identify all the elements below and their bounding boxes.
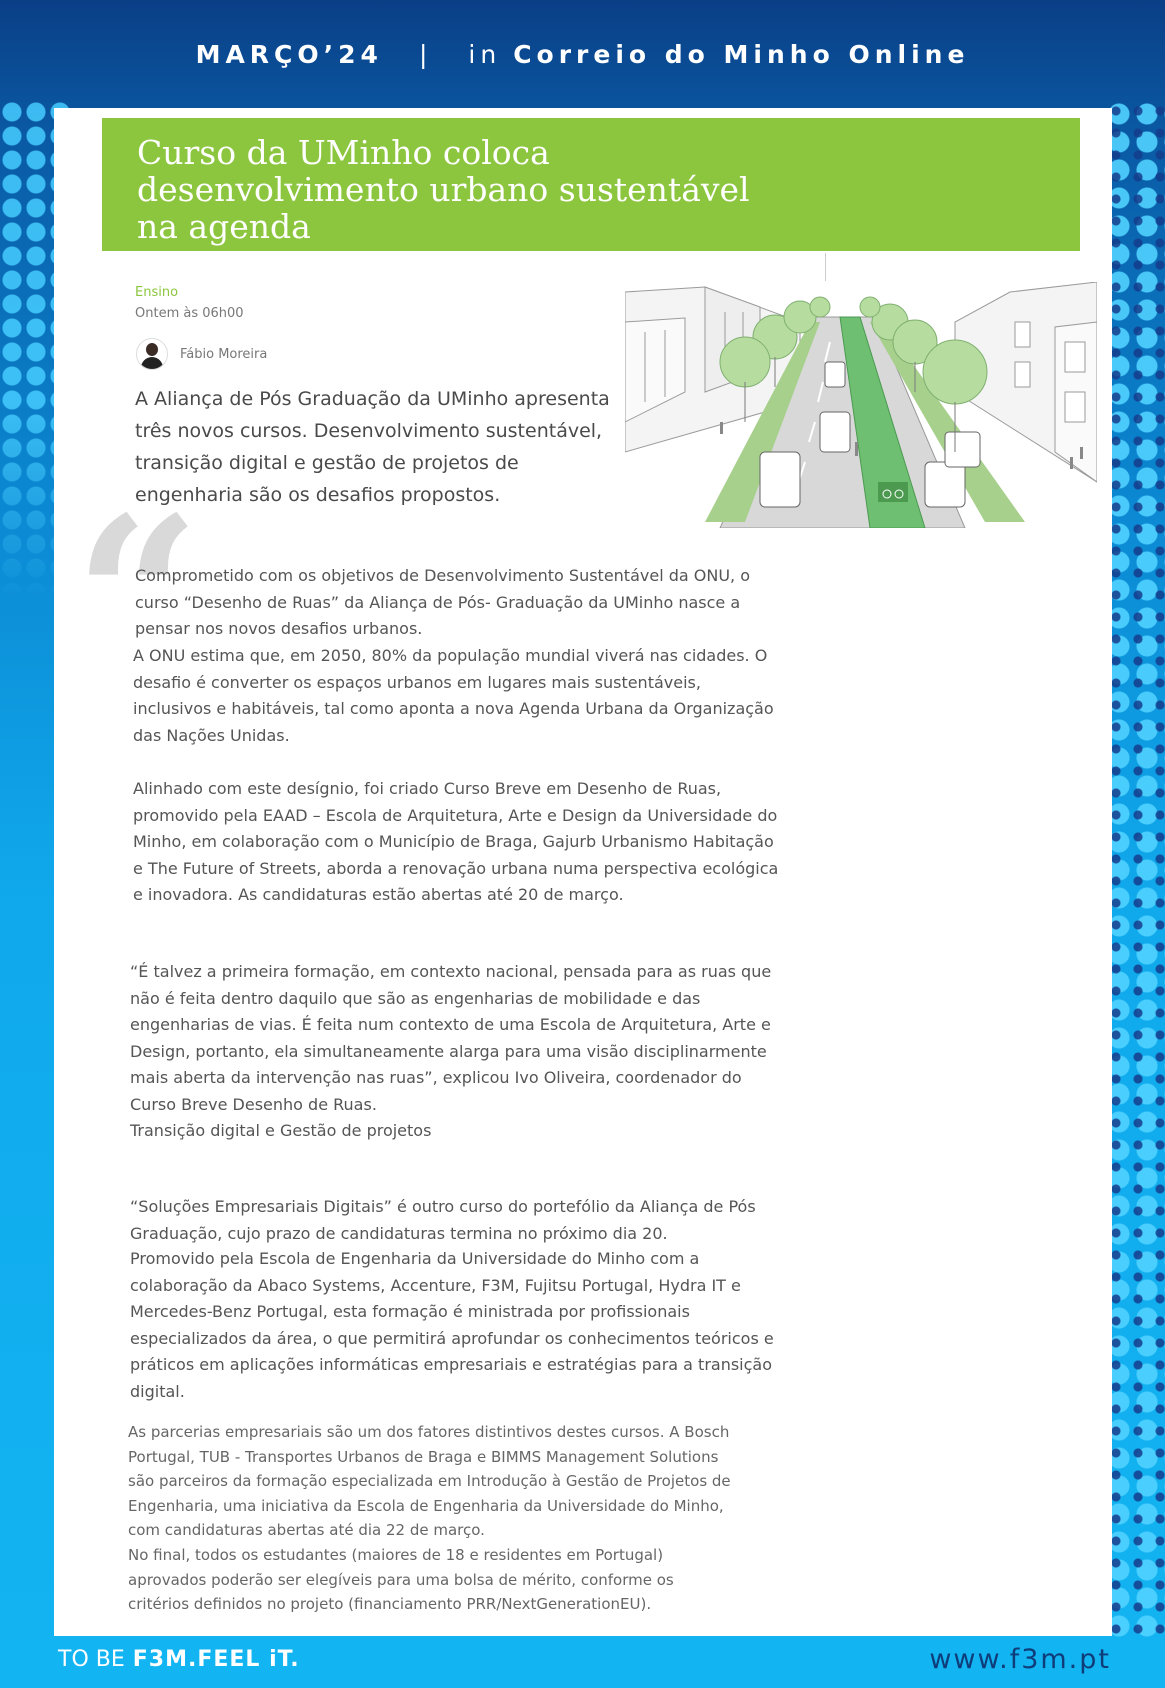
author-block[interactable] <box>136 338 267 370</box>
paragraph-6: Promovido pela Escola de Engenharia da Universidade do Minho com a colaboração da Abaco Systems, Accenture, F3M, Fujitsu Portugal, Hydra IT e Mercedes-Benz Portugal, esta formação é ministrada por profissionais especializados da área, o que permitirá aprofundar os conhecimentos teóricos e práticos em aplicações informáticas empresariais e estratégias para a transição digital. <box>130 1249 774 1401</box>
author-name: Fábio Moreira <box>180 346 268 362</box>
street-illustration <box>625 282 1097 528</box>
article-date: Ontem às 06h00 <box>135 306 244 321</box>
headline-banner <box>102 118 1080 251</box>
paragraph-3: Alinhado com este desígnio, foi criado Curso Breve em Desenho de Ruas, promovido pela EAAD – Escola de Arquitetura, Arte e Design da Universidade do Minho, em colaboração com o Município de Braga, Gajurb Urbanismo Habitação e The Future of Streets, aborda a renovação urbana numa perspectiva ecológica e inovadora. As candidaturas estão abertas até 20 de março. <box>133 779 779 904</box>
tagline-brand: F3M.FEEL iT. <box>132 1646 300 1672</box>
article-title: Curso da UMinho coloca desenvolvimento urbano sustentável na agenda <box>137 133 750 246</box>
quote-mark: “ <box>74 468 201 727</box>
in-label: in <box>468 39 502 69</box>
tagline-prefix: TO BE <box>58 1646 125 1672</box>
article-lead: A Aliança de Pós Graduação da UMinho apresenta três novos cursos. Desenvolvimento sustentável, transição digital e gestão de projetos de engenharia são os desafios propostos. <box>135 388 610 506</box>
paragraph-7: As parcerias empresariais são um dos fatores distintivos destes cursos. A Bosch Portugal, TUB - Transportes Urbanos de Braga e BIMMS Management Solutions são parceiros da formação especializada em Introdução à Gestão de Projetos de Engenharia, uma iniciativa da Escola de Engenharia da Universidade do Minho, com candidaturas abertas até dia 22 de março. <box>128 1423 731 1539</box>
publication-date: MARÇO’24 <box>195 39 383 69</box>
header-separator: | <box>418 39 433 69</box>
source-name: Correio do Minho Online <box>513 39 970 69</box>
decorative-dot-pattern-right <box>1105 100 1165 1640</box>
website-link[interactable]: www.f3m.pt <box>929 1643 1111 1675</box>
category-link[interactable]: Ensino <box>135 285 179 300</box>
divider <box>825 253 826 281</box>
paragraph-2: A ONU estima que, em 2050, 80% da população mundial viverá nas cidades. O desafio é converter os espaços urbanos em lugares mais sustentáveis, inclusivos e habitáveis, tal como aponta a nova Agenda Urbana da Organização das Nações Unidas. <box>133 646 774 745</box>
paragraph-4: “É talvez a primeira formação, em contexto nacional, pensada para as ruas que não é feita dentro daquilo que são as engenharias de mobilidade e das engenharias de vias. É feita num contexto de uma Escola de Arquitetura, Arte e Design, portanto, ela simultaneamente alarga para uma visão disciplinarmente mais aberta da intervenção nas ruas”, explicou Ivo Oliveira, coordenador do Curso Breve Desenho de Ruas. <box>130 962 772 1114</box>
top-banner <box>0 0 1165 108</box>
avatar <box>136 338 168 370</box>
paragraph-1: Comprometido com os objetivos de Desenvolvimento Sustentável da ONU, o curso “Desenho de Ruas” da Aliança de Pós- Graduação da UMinho nasce a pensar nos novos desafios urbanos. <box>135 566 750 638</box>
footer-tagline <box>58 1637 300 1681</box>
article-page <box>54 108 1112 1636</box>
paragraph-8: No final, todos os estudantes (maiores de 18 e residentes em Portugal) aprovados poderão ser elegíveis para uma bolsa de mérito, conforme os critérios definidos no projeto (financiamento PRR/NextGenerationEU). <box>128 1546 674 1613</box>
section-heading: Transição digital e Gestão de projetos <box>130 1121 432 1140</box>
paragraph-5: “Soluções Empresariais Digitais” é outro curso do portefólio da Aliança de Pós Graduação, cujo prazo de candidaturas termina no próximo dia 20. <box>130 1197 756 1243</box>
